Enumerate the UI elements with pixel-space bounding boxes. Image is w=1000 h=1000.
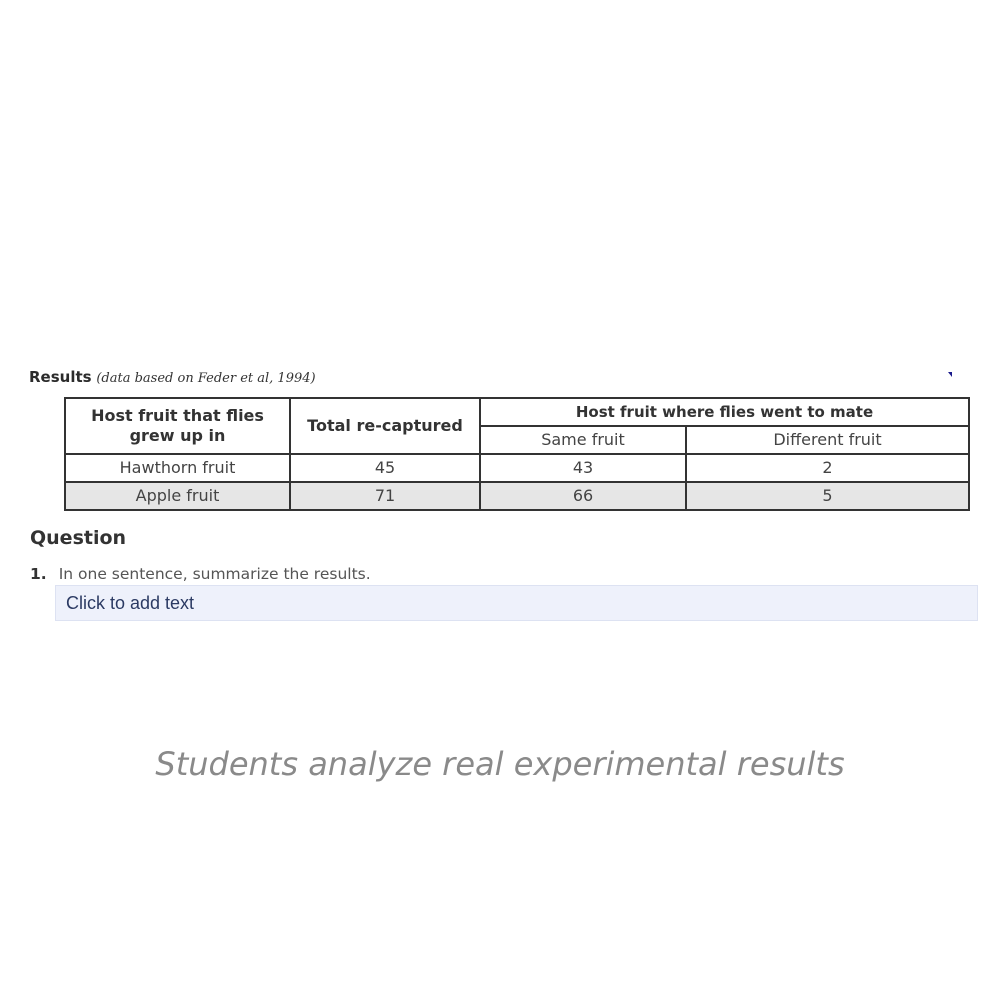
cell-same: 43: [480, 454, 686, 482]
header-same-fruit: Same fruit: [480, 426, 686, 454]
question-number: 1.: [30, 565, 47, 583]
table-header-row: [65, 398, 969, 426]
header-host-mate: Host fruit where flies went to mate: [480, 398, 969, 426]
table-row: [65, 454, 969, 482]
cell-host: Hawthorn fruit: [65, 454, 290, 482]
results-citation: (data based on Feder et al, 1994): [96, 371, 316, 386]
header-total-recaptured: Total re-captured: [290, 398, 480, 454]
caption: Students analyze real experimental results: [155, 745, 845, 783]
cell-different: 2: [686, 454, 969, 482]
answer-text-box[interactable]: Click to add text: [55, 585, 978, 621]
header-host-grew: Host fruit that flies grew up in: [65, 398, 290, 454]
cell-different: 5: [686, 482, 969, 510]
cell-total: 45: [290, 454, 480, 482]
corner-marker-icon: [948, 372, 952, 377]
results-label: Results: [29, 368, 92, 386]
cell-same: 66: [480, 482, 686, 510]
worksheet-screenshot: [18, 355, 982, 625]
table-row: [65, 482, 969, 510]
cell-total: 71: [290, 482, 480, 510]
question-heading: Question: [30, 527, 127, 549]
header-different-fruit: Different fruit: [686, 426, 969, 454]
question-item: [30, 565, 371, 583]
cell-host: Apple fruit: [65, 482, 290, 510]
results-heading: [29, 368, 316, 386]
results-table: [64, 397, 970, 511]
question-text: In one sentence, summarize the results.: [58, 565, 371, 583]
